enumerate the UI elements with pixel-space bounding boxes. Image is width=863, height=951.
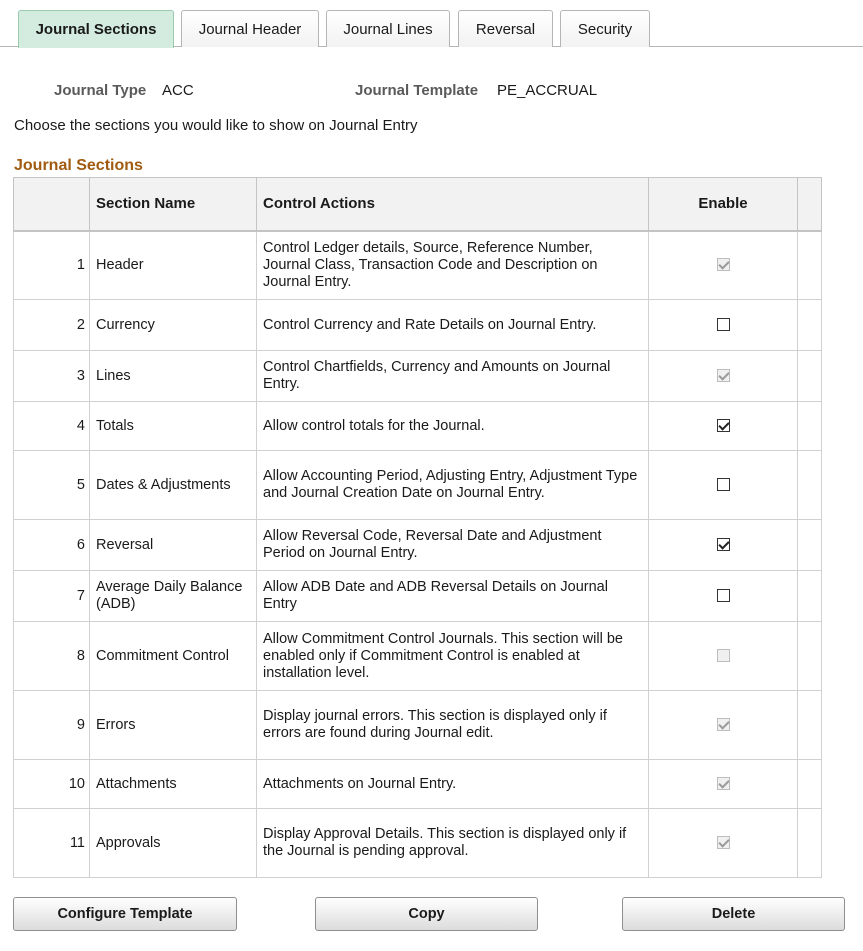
enable-cell — [649, 809, 798, 878]
control-actions: Allow control totals for the Journal. — [257, 402, 649, 451]
section-name: Currency — [90, 300, 257, 351]
row-number: 5 — [14, 451, 90, 520]
spacer-cell — [798, 691, 822, 760]
table-row — [14, 402, 822, 451]
spacer-cell — [798, 231, 822, 300]
enable-cell — [649, 571, 798, 622]
row-number: 2 — [14, 300, 90, 351]
enable-checkbox — [717, 649, 730, 662]
col-header-enable: Enable — [649, 178, 798, 231]
enable-checkbox[interactable] — [717, 419, 730, 432]
enable-cell — [649, 691, 798, 760]
row-number: 3 — [14, 351, 90, 402]
spacer-cell — [798, 300, 822, 351]
enable-checkbox — [717, 718, 730, 731]
row-number: 6 — [14, 520, 90, 571]
row-number: 9 — [14, 691, 90, 760]
instruction-text: Choose the sections you would like to show on Journal Entry — [14, 117, 418, 134]
section-name: Average Daily Balance (ADB) — [90, 571, 257, 622]
journal-template-value: PE_ACCRUAL — [497, 82, 598, 99]
control-actions: Allow Accounting Period, Adjusting Entry, Adjustment Type and Journal Creation Date on Journal Entry. — [257, 451, 649, 520]
spacer-cell — [798, 809, 822, 878]
control-actions: Control Chartfields, Currency and Amounts on Journal Entry. — [257, 351, 649, 402]
table-row — [14, 691, 822, 760]
tab-journal-sections[interactable]: Journal Sections — [18, 10, 174, 48]
enable-checkbox[interactable] — [717, 538, 730, 551]
table-row — [14, 231, 822, 300]
col-header-num — [14, 178, 90, 231]
spacer-cell — [798, 622, 822, 691]
control-actions: Allow Commitment Control Journals. This section will be enabled only if Commitment Control is enabled at installation level. — [257, 622, 649, 691]
enable-cell — [649, 402, 798, 451]
control-actions: Display journal errors. This section is displayed only if errors are found during Journal edit. — [257, 691, 649, 760]
enable-checkbox — [717, 258, 730, 271]
spacer-cell — [798, 351, 822, 402]
col-header-spacer — [798, 178, 822, 231]
enable-checkbox — [717, 777, 730, 790]
enable-cell — [649, 622, 798, 691]
row-number: 11 — [14, 809, 90, 878]
control-actions: Control Ledger details, Source, Reference Number, Journal Class, Transaction Code and Description on Journal Entry. — [257, 231, 649, 300]
section-name: Approvals — [90, 809, 257, 878]
delete-button[interactable]: Delete — [622, 897, 845, 931]
enable-cell — [649, 451, 798, 520]
spacer-cell — [798, 451, 822, 520]
copy-button[interactable]: Copy — [315, 897, 538, 931]
configure-template-button[interactable]: Configure Template — [13, 897, 237, 931]
row-number: 7 — [14, 571, 90, 622]
section-name: Lines — [90, 351, 257, 402]
table-row — [14, 520, 822, 571]
enable-cell — [649, 760, 798, 809]
enable-cell — [649, 520, 798, 571]
section-name: Totals — [90, 402, 257, 451]
tab-bar — [0, 0, 863, 47]
control-actions: Attachments on Journal Entry. — [257, 760, 649, 809]
enable-checkbox[interactable] — [717, 318, 730, 331]
tab-journal-lines[interactable]: Journal Lines — [326, 10, 450, 47]
control-actions: Allow Reversal Code, Reversal Date and Adjustment Period on Journal Entry. — [257, 520, 649, 571]
enable-checkbox[interactable] — [717, 589, 730, 602]
table-row — [14, 300, 822, 351]
section-name: Attachments — [90, 760, 257, 809]
journal-type-value: ACC — [162, 82, 194, 99]
table-row — [14, 622, 822, 691]
section-name: Errors — [90, 691, 257, 760]
tab-reversal[interactable]: Reversal — [458, 10, 553, 47]
journal-type-label: Journal Type — [54, 82, 147, 99]
col-header-section-name: Section Name — [90, 178, 257, 231]
section-name: Dates & Adjustments — [90, 451, 257, 520]
control-actions: Display Approval Details. This section is displayed only if the Journal is pending approval. — [257, 809, 649, 878]
table-row — [14, 760, 822, 809]
spacer-cell — [798, 520, 822, 571]
grid-title: Journal Sections — [14, 157, 143, 174]
control-actions: Control Currency and Rate Details on Journal Entry. — [257, 300, 649, 351]
enable-cell — [649, 300, 798, 351]
spacer-cell — [798, 402, 822, 451]
enable-cell — [649, 231, 798, 300]
control-actions: Allow ADB Date and ADB Reversal Details on Journal Entry — [257, 571, 649, 622]
grid-header-row — [14, 178, 822, 231]
enable-cell — [649, 351, 798, 402]
spacer-cell — [798, 760, 822, 809]
enable-checkbox — [717, 369, 730, 382]
journal-template-label: Journal Template — [355, 82, 479, 99]
section-name: Header — [90, 231, 257, 300]
table-row — [14, 351, 822, 402]
row-number: 8 — [14, 622, 90, 691]
section-name: Commitment Control — [90, 622, 257, 691]
row-number: 4 — [14, 402, 90, 451]
col-header-control-actions: Control Actions — [257, 178, 649, 231]
table-row — [14, 571, 822, 622]
table-row — [14, 809, 822, 878]
journal-sections-grid — [13, 177, 822, 878]
row-number: 1 — [14, 231, 90, 300]
tab-journal-header[interactable]: Journal Header — [181, 10, 319, 47]
row-number: 10 — [14, 760, 90, 809]
enable-checkbox — [717, 836, 730, 849]
section-name: Reversal — [90, 520, 257, 571]
tab-security[interactable]: Security — [560, 10, 650, 47]
enable-checkbox[interactable] — [717, 478, 730, 491]
spacer-cell — [798, 571, 822, 622]
table-row — [14, 451, 822, 520]
